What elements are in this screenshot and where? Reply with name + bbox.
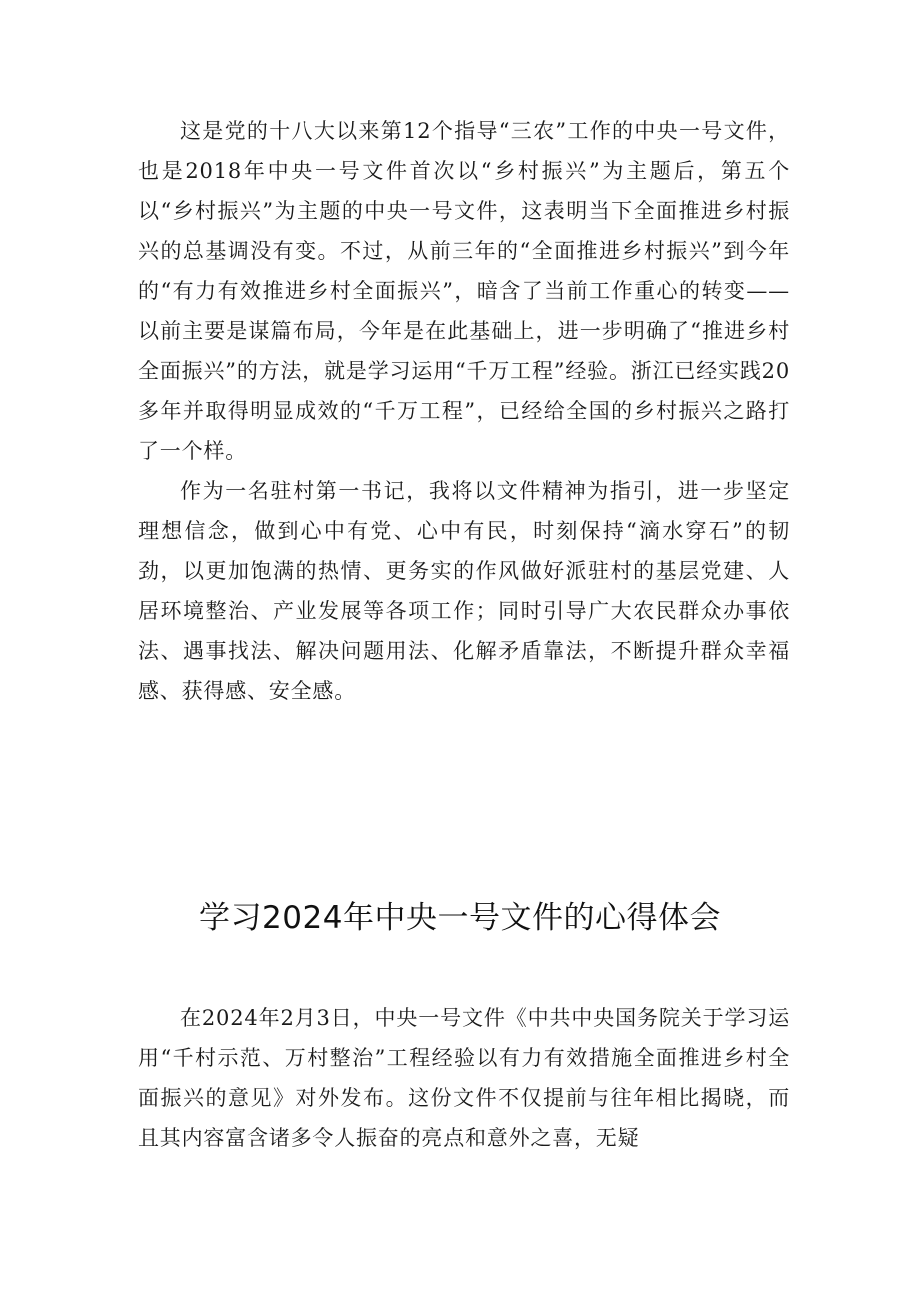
body-paragraph: 在2024年2月3日，中央一号文件《中共中央国务院关于学习运用“千村示范、万村整治”工程经验以有力有效措施全面推进乡村全面振兴的意见》对外发布。这份文件不仅提前与往年相比揭晓，而且其内容富含诸多令人振奋的亮点和意外之喜，无疑 [138,1006,790,1150]
body-paragraph: 作为一名驻村第一书记，我将以文件精神为指引，进一步坚定理想信念，做到心中有党、心中有民，时刻保持“滴水穿石”的韧劲，以更加饱满的热情、更务实的作风做好派驻村的基层党建、人居环境整治、产业发展等各项工作；同时引导广大农民群众办事依法、遇事找法、解决问题用法、化解矛盾靠法，不断提升群众幸福感、获得感、安全感。 [138,479,790,703]
article-body [138,998,790,1158]
article-body-previous [138,111,790,711]
article-title: 学习2024年中央一号文件的心得体会 [199,900,721,936]
body-paragraph: 这是党的十八大以来第12个指导“三农”工作的中央一号文件，也是2018年中央一号文件首次以“乡村振兴”为主题后，第五个以“乡村振兴”为主题的中央一号文件，这表明当下全面推进乡村振兴的总基调没有变。不过，从前三年的“全面推进乡村振兴”到今年的“有力有效推进乡村全面振兴”，暗含了当前工作重心的转变——以前主要是谋篇布局，今年是在此基础上，进一步明确了“推进乡村全面振兴”的方法，就是学习运用“千万工程”经验。浙江已经实践20多年并取得明显成效的“千万工程”，已经给全国的乡村振兴之路打了一个样。 [138,119,790,463]
